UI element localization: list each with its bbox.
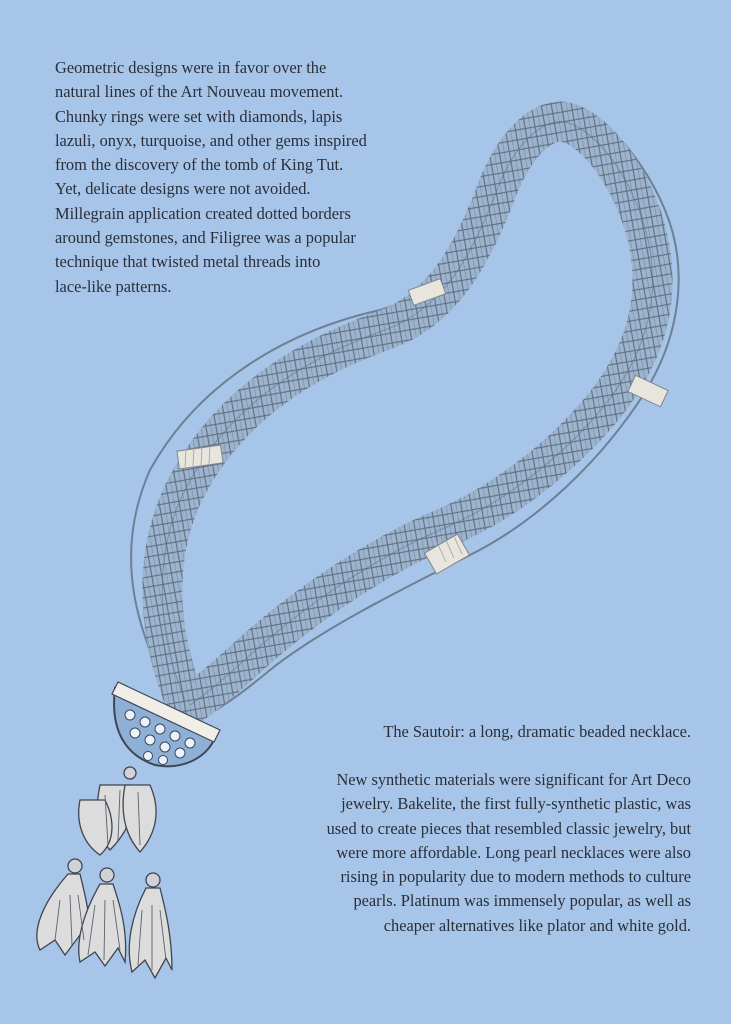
body-line: cheaper alternatives like plator and white gold. <box>383 915 691 935</box>
intro-line: Chunky rings were set with diamonds, lapis <box>55 106 343 126</box>
intro-paragraph <box>55 56 475 299</box>
intro-line: around gemstones, and Filigree was a popular <box>55 228 356 248</box>
body-line: pearls. Platinum was immensely popular, as well as <box>353 891 691 911</box>
intro-line: Yet, delicate designs were not avoided. <box>55 179 311 199</box>
body-line: used to create pieces that resembled classic jewelry, but <box>326 818 691 838</box>
intro-line: Geometric designs were in favor over the <box>55 58 327 77</box>
intro-line: from the discovery of the tomb of King Tut. <box>55 155 344 175</box>
illustration-caption <box>211 720 691 744</box>
intro-line: technique that twisted metal threads into <box>55 252 321 272</box>
tassels <box>37 767 172 978</box>
body-line: jewelry. Bakelite, the first fully-synthetic plastic, was <box>341 794 691 814</box>
intro-line: Millegrain application created dotted borders <box>55 203 351 223</box>
body-paragraph <box>221 768 691 938</box>
body-line: New synthetic materials were significant for Art Deco <box>336 770 691 789</box>
intro-line: natural lines of the Art Nouveau movement. <box>55 82 344 102</box>
body-line: were more affordable. Long pearl necklaces were also <box>336 842 691 862</box>
body-line: rising in popularity due to modern methods to culture <box>340 867 691 887</box>
caption-text: The Sautoir: a long, dramatic beaded necklace. <box>383 722 691 741</box>
intro-line: lace-like patterns. <box>55 276 172 296</box>
intro-line: lazuli, onyx, turquoise, and other gems inspired <box>55 130 367 150</box>
